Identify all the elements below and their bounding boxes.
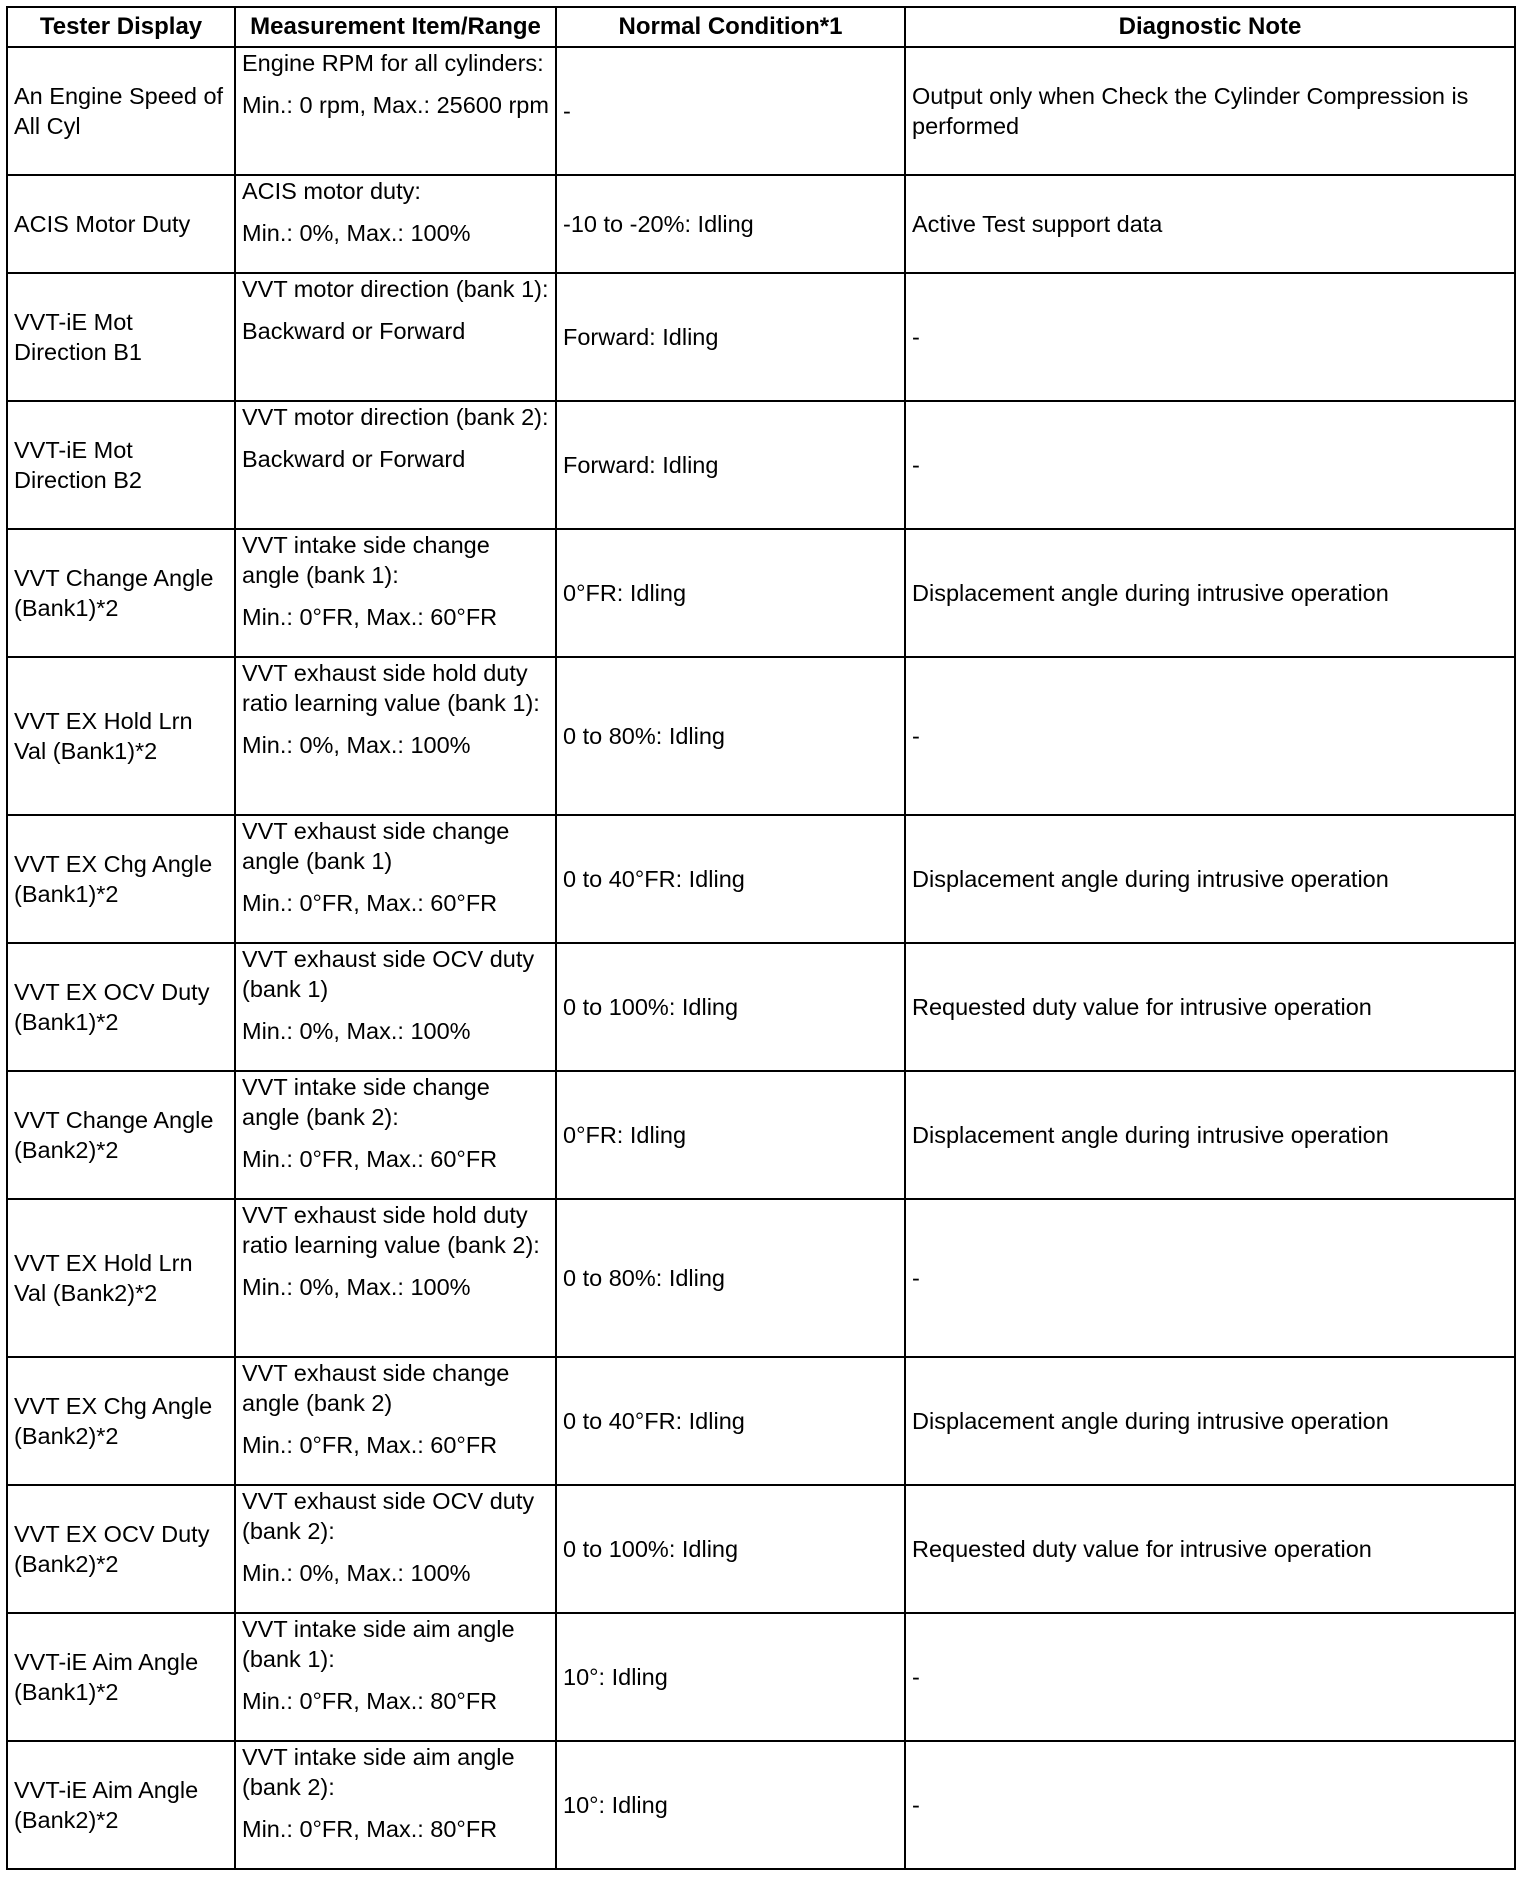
measurement-cell	[235, 47, 556, 175]
tester-display-cell: VVT EX Hold Lrn Val (Bank2)*2	[7, 1199, 235, 1357]
measurement-description: VVT intake side change angle (bank 2):	[242, 1074, 490, 1130]
normal-condition-cell: 0 to 80%: Idling	[556, 657, 905, 815]
normal-condition-cell: 10°: Idling	[556, 1741, 905, 1869]
measurement-range: Min.: 0%, Max.: 100%	[242, 220, 471, 246]
diagnostic-note-cell: Displacement angle during intrusive operation	[905, 1071, 1515, 1199]
table-row	[7, 1485, 1515, 1613]
tester-display-cell: An Engine Speed of All Cyl	[7, 47, 235, 175]
diagnostic-note-cell: -	[905, 401, 1515, 529]
diagnostic-note-cell: Active Test support data	[905, 175, 1515, 273]
measurement-cell	[235, 1199, 556, 1357]
table-row	[7, 1741, 1515, 1869]
normal-condition-cell: 0 to 100%: Idling	[556, 1485, 905, 1613]
measurement-range: Min.: 0°FR, Max.: 60°FR	[242, 1432, 498, 1458]
measurement-range: Min.: 0%, Max.: 100%	[242, 1560, 471, 1586]
measurement-range: Min.: 0°FR, Max.: 60°FR	[242, 1146, 498, 1172]
header-measurement-item: Measurement Item/Range	[235, 7, 556, 47]
header-normal-condition: Normal Condition*1	[556, 7, 905, 47]
header-diagnostic-note: Diagnostic Note	[905, 7, 1515, 47]
measurement-description: VVT motor direction (bank 1):	[242, 276, 549, 302]
tester-display-cell: VVT-iE Mot Direction B2	[7, 401, 235, 529]
diagnostic-note-cell: Output only when Check the Cylinder Compression is performed	[905, 47, 1515, 175]
measurement-range: Min.: 0°FR, Max.: 80°FR	[242, 1816, 498, 1842]
measurement-range: Min.: 0°FR, Max.: 60°FR	[242, 890, 498, 916]
normal-condition-cell: Forward: Idling	[556, 273, 905, 401]
normal-condition-cell: -10 to -20%: Idling	[556, 175, 905, 273]
table-row	[7, 175, 1515, 273]
table-row	[7, 1199, 1515, 1357]
data-list-table-container	[6, 6, 1514, 1870]
measurement-range: Min.: 0°FR, Max.: 80°FR	[242, 1688, 498, 1714]
measurement-range: Min.: 0°FR, Max.: 60°FR	[242, 604, 498, 630]
measurement-cell	[235, 1357, 556, 1485]
measurement-cell	[235, 529, 556, 657]
measurement-range: Min.: 0%, Max.: 100%	[242, 1018, 471, 1044]
normal-condition-cell: 0 to 100%: Idling	[556, 943, 905, 1071]
measurement-cell	[235, 943, 556, 1071]
measurement-description: VVT exhaust side change angle (bank 1)	[242, 818, 510, 874]
measurement-description: VVT intake side aim angle (bank 1):	[242, 1616, 515, 1672]
measurement-range: Min.: 0%, Max.: 100%	[242, 1274, 471, 1300]
tester-display-cell: VVT EX Chg Angle (Bank2)*2	[7, 1357, 235, 1485]
tester-display-cell: VVT-iE Mot Direction B1	[7, 273, 235, 401]
table-row	[7, 529, 1515, 657]
measurement-description: VVT motor direction (bank 2):	[242, 404, 549, 430]
measurement-cell	[235, 175, 556, 273]
measurement-description: VVT exhaust side OCV duty (bank 2):	[242, 1488, 535, 1544]
measurement-description: VVT intake side aim angle (bank 2):	[242, 1744, 515, 1800]
table-row	[7, 815, 1515, 943]
tester-display-cell: VVT-iE Aim Angle (Bank2)*2	[7, 1741, 235, 1869]
table-row	[7, 1357, 1515, 1485]
normal-condition-cell: 10°: Idling	[556, 1613, 905, 1741]
diagnostic-note-cell: -	[905, 1199, 1515, 1357]
measurement-range: Backward or Forward	[242, 446, 466, 472]
diagnostic-note-cell: -	[905, 657, 1515, 815]
measurement-description: VVT intake side change angle (bank 1):	[242, 532, 490, 588]
tester-display-cell: VVT EX Hold Lrn Val (Bank1)*2	[7, 657, 235, 815]
diagnostic-note-cell: Displacement angle during intrusive operation	[905, 1357, 1515, 1485]
tester-display-cell: VVT EX OCV Duty (Bank2)*2	[7, 1485, 235, 1613]
measurement-cell	[235, 273, 556, 401]
measurement-cell	[235, 1741, 556, 1869]
measurement-range: Min.: 0%, Max.: 100%	[242, 732, 471, 758]
table-row	[7, 1613, 1515, 1741]
diagnostic-note-cell: Displacement angle during intrusive operation	[905, 529, 1515, 657]
table-row	[7, 401, 1515, 529]
tester-display-cell: ACIS Motor Duty	[7, 175, 235, 273]
measurement-cell	[235, 815, 556, 943]
measurement-description: ACIS motor duty:	[242, 178, 421, 204]
normal-condition-cell: 0 to 80%: Idling	[556, 1199, 905, 1357]
diagnostic-note-cell: -	[905, 273, 1515, 401]
measurement-range: Backward or Forward	[242, 318, 466, 344]
measurement-description: VVT exhaust side OCV duty (bank 1)	[242, 946, 535, 1002]
normal-condition-cell: 0°FR: Idling	[556, 529, 905, 657]
table-row	[7, 273, 1515, 401]
header-row	[7, 7, 1515, 47]
diagnostic-note-cell: -	[905, 1741, 1515, 1869]
normal-condition-cell: 0°FR: Idling	[556, 1071, 905, 1199]
measurement-cell	[235, 1485, 556, 1613]
tester-display-cell: VVT Change Angle (Bank2)*2	[7, 1071, 235, 1199]
measurement-description: VVT exhaust side hold duty ratio learning value (bank 2):	[242, 1202, 540, 1258]
normal-condition-cell: 0 to 40°FR: Idling	[556, 1357, 905, 1485]
diagnostic-note-cell: Displacement angle during intrusive operation	[905, 815, 1515, 943]
measurement-cell	[235, 657, 556, 815]
table-row	[7, 47, 1515, 175]
normal-condition-cell: 0 to 40°FR: Idling	[556, 815, 905, 943]
measurement-description: VVT exhaust side hold duty ratio learning value (bank 1):	[242, 660, 540, 716]
normal-condition-cell: Forward: Idling	[556, 401, 905, 529]
measurement-cell	[235, 1613, 556, 1741]
measurement-description: VVT exhaust side change angle (bank 2)	[242, 1360, 510, 1416]
tester-display-cell: VVT EX OCV Duty (Bank1)*2	[7, 943, 235, 1071]
tester-display-cell: VVT Change Angle (Bank1)*2	[7, 529, 235, 657]
tester-display-cell: VVT EX Chg Angle (Bank1)*2	[7, 815, 235, 943]
measurement-cell	[235, 1071, 556, 1199]
measurement-range: Min.: 0 rpm, Max.: 25600 rpm	[242, 92, 549, 118]
tester-display-cell: VVT-iE Aim Angle (Bank1)*2	[7, 1613, 235, 1741]
table-row	[7, 1071, 1515, 1199]
header-tester-display: Tester Display	[7, 7, 235, 47]
normal-condition-cell: -	[556, 47, 905, 175]
data-list-table	[6, 6, 1516, 1870]
table-row	[7, 943, 1515, 1071]
measurement-cell	[235, 401, 556, 529]
diagnostic-note-cell: -	[905, 1613, 1515, 1741]
diagnostic-note-cell: Requested duty value for intrusive operation	[905, 1485, 1515, 1613]
measurement-description: Engine RPM for all cylinders:	[242, 50, 544, 76]
table-row	[7, 657, 1515, 815]
diagnostic-note-cell: Requested duty value for intrusive operation	[905, 943, 1515, 1071]
